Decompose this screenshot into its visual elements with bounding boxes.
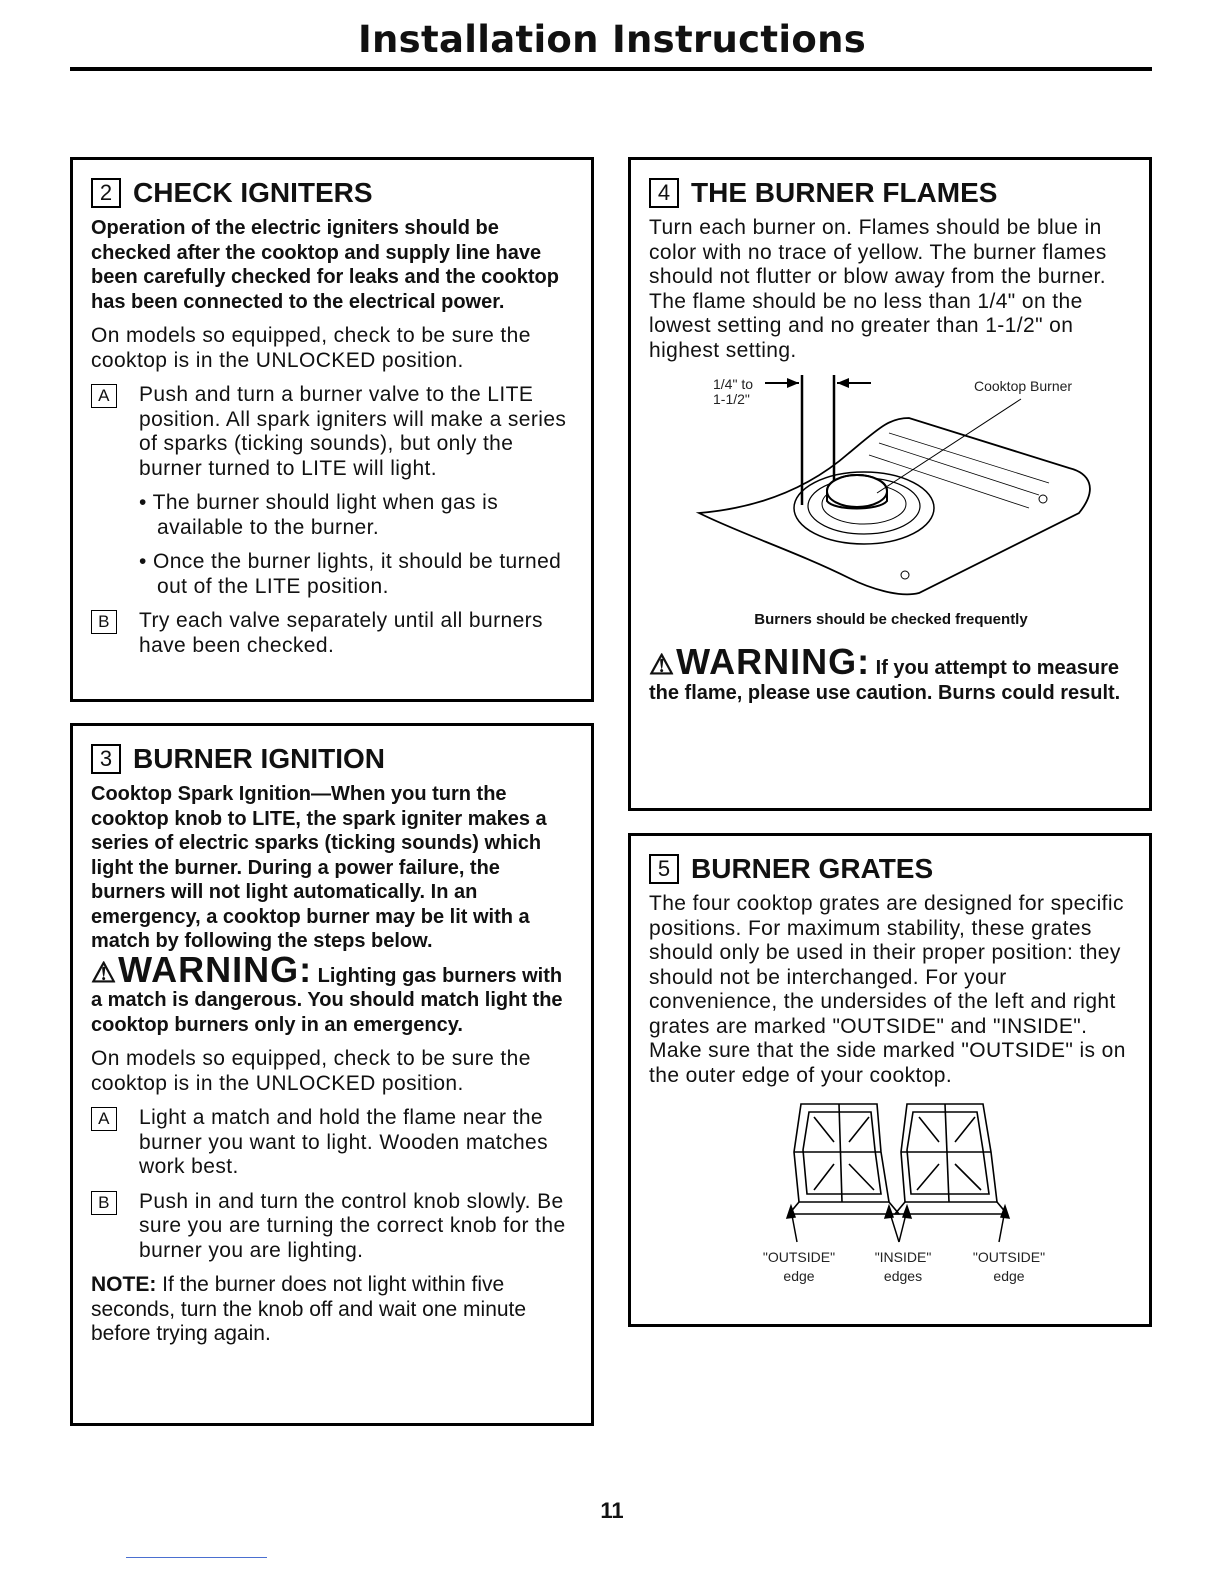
section-burner-grates xyxy=(628,833,1152,1327)
section-title: THE BURNER FLAMES xyxy=(691,177,998,208)
bullet-item: • The burner should light when gas is available to the burner. xyxy=(139,491,499,539)
cooktop-surface xyxy=(699,418,1090,594)
warning-triangle-icon: ⚠ xyxy=(649,649,675,680)
burner-flame-diagram xyxy=(649,373,1137,613)
step-letter: A xyxy=(91,1107,117,1131)
warning-word: WARNING: xyxy=(676,641,871,682)
label-edges: edges xyxy=(883,1268,923,1284)
label-inside: "INSIDE" xyxy=(874,1249,932,1265)
section-check-igniters xyxy=(70,157,594,702)
label-edge-right: edge xyxy=(993,1268,1025,1284)
burner-head xyxy=(827,491,887,509)
range-label-line2: 1-1/2" xyxy=(713,391,750,407)
step-b xyxy=(91,1190,575,1264)
surface-hole xyxy=(1039,495,1047,503)
grate-bar xyxy=(839,1104,842,1202)
step-text: Light a match and hold the flame near the burner you want to light. Wooden matches work best. xyxy=(139,1106,549,1178)
section-title: BURNER GRATES xyxy=(691,853,934,884)
intro-text: On models so equipped, check to be sure the cooktop is in the UNLOCKED position. xyxy=(91,324,531,372)
grate-finger xyxy=(917,1117,981,1190)
intro-text: On models so equipped, check to be sure the cooktop is in the UNLOCKED position. xyxy=(91,1047,531,1095)
range-label-line1: 1/4" to xyxy=(713,376,753,392)
note xyxy=(91,1273,575,1347)
label-outside-right: "OUTSIDE" xyxy=(972,1249,1046,1265)
section-heading xyxy=(649,854,1133,884)
warning-block xyxy=(91,948,575,1038)
section-heading xyxy=(91,744,575,774)
section-number: 5 xyxy=(649,854,679,884)
section-heading xyxy=(649,178,1133,208)
step-text: Try each valve separately until all burners have been checked. xyxy=(139,609,543,657)
section-number: 2 xyxy=(91,178,121,208)
arrowhead xyxy=(787,378,799,388)
cooktop-burner-label: Cooktop Burner xyxy=(974,378,1073,394)
surface-hole xyxy=(901,571,909,579)
grate-base xyxy=(895,1202,1007,1214)
note-label: NOTE: xyxy=(91,1273,157,1296)
page-number: 11 xyxy=(600,1498,624,1523)
step-a xyxy=(91,1106,575,1180)
warning-triangle-icon: ⚠ xyxy=(91,956,117,988)
section-heading xyxy=(91,178,575,208)
intro-bold: Cooktop Spark Ignition—When you turn the cooktop knob to LITE, the spark igniter makes a series of electric sparks (ticking sounds) which light the burner. During a power failure, the burners will not light automatically. In an emergency, a cooktop burner may be lit with a match by following the steps below. xyxy=(91,783,547,952)
arrowhead xyxy=(885,1206,893,1218)
step-letter: B xyxy=(91,1191,117,1215)
section-title: CHECK IGNITERS xyxy=(133,177,373,208)
section-number: 3 xyxy=(91,744,121,774)
intro-text: The four cooktop grates are designed for specific positions. For maximum stability, these grates should only be used in their proper position: they should not be interchanged. For your convenience, the undersides of the left and right grates are marked "OUTSIDE" and "INSIDE". Make sure that the side marked "OUTSIDE" is on the outer edge of your cooktop. xyxy=(649,892,1126,1087)
step-letter: A xyxy=(91,384,117,408)
warning-word: WARNING: xyxy=(118,948,313,990)
bullet-item: • Once the burner lights, it should be turned out of the LITE position. xyxy=(139,550,562,598)
step-text: Push and turn a burner valve to the LITE position. All spark igniters will make a series of sparks (ticking sounds), but only the burner turned to LITE will light. xyxy=(139,383,567,480)
intro-text: Turn each burner on. Flames should be blue in color with no trace of yellow. The burner flames should not flutter or blow away from the burner. The flame should be no less than 1/4" on the lowest setting and no greater than 1-1/2" on highest setting. xyxy=(649,216,1107,362)
grate-finger xyxy=(814,1117,874,1190)
section-number: 4 xyxy=(649,178,679,208)
arrowhead xyxy=(903,1206,911,1218)
step-letter: B xyxy=(91,610,117,634)
step-text: Push in and turn the control knob slowly. Be sure you are turning the correct knob for the burner you are lighting. xyxy=(139,1189,566,1262)
intro-bold: Operation of the electric igniters should be checked after the cooktop and supply line have been carefully checked for leaks and the cooktop has been connected to the electrical power. xyxy=(91,217,559,313)
section-burner-ignition xyxy=(70,723,594,1426)
footer-rule xyxy=(126,1557,267,1558)
label-outside-left: "OUTSIDE" xyxy=(762,1249,836,1265)
warning-text: If you attempt to measure the flame, please use caution. Burns could result. xyxy=(649,657,1121,704)
section-title: BURNER IGNITION xyxy=(133,743,385,774)
title-rule xyxy=(70,67,1152,71)
warning-block xyxy=(649,641,1133,705)
warning-text: Lighting gas burners with a match is dangerous. You should match light the cooktop burners only in an emergency. xyxy=(91,964,563,1036)
grate-base xyxy=(789,1202,899,1214)
step-b xyxy=(91,609,575,658)
page-title: Installation Instructions xyxy=(357,18,867,61)
label-edge-left: edge xyxy=(783,1268,815,1284)
surface-line xyxy=(889,433,1049,483)
diagram-caption: Burners should be checked frequently xyxy=(754,611,1028,628)
arrowhead xyxy=(837,378,849,388)
grate-bar xyxy=(945,1104,949,1202)
step-a xyxy=(91,383,575,481)
section-burner-flames xyxy=(628,157,1152,811)
note-text: If the burner does not light within five seconds, turn the knob off and wait one minute before trying again. xyxy=(91,1273,527,1345)
burner-grates-diagram xyxy=(649,1102,1137,1292)
